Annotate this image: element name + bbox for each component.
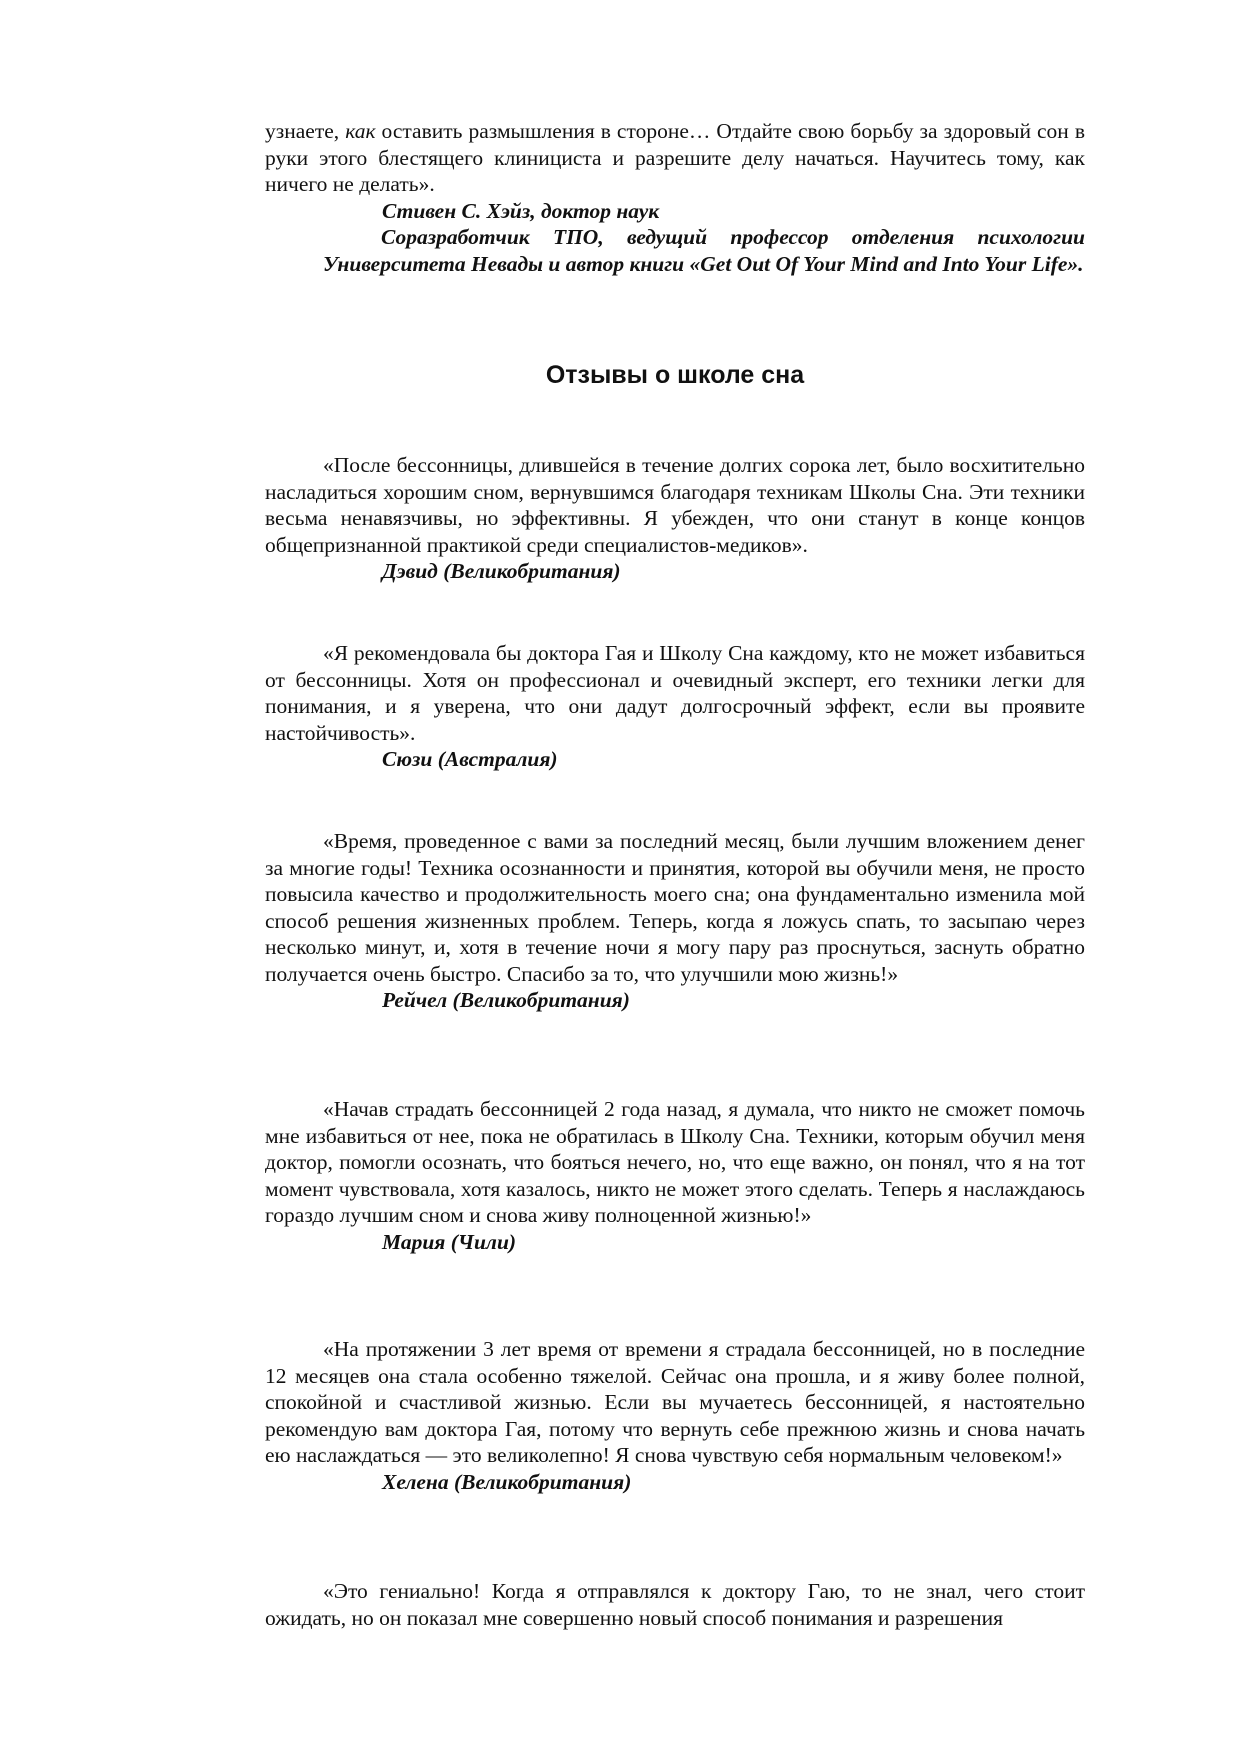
intro-quote-emphasis: как [345, 119, 376, 143]
intro-quote-block [265, 118, 1085, 277]
intro-quote-text [265, 118, 1085, 198]
testimonial-text: «Время, проведенное с вами за последний месяц, были лучшим вложением денег за многие годы! Техника осознанности и принятия, которой вы обучили меня, не просто повысила качество и продолжительность моего сна; она фундаментально изменила мой способ решения жизненных проблем. Теперь, когда я ложусь спать, то засыпаю через несколько минут, и, хотя в течение ночи я могу пару раз проснуться, заснуть обратно получается очень быстро. Спасибо за то, что улучшили мою жизнь!» [265, 829, 1085, 986]
testimonial-4 [265, 1096, 1085, 1255]
testimonial-author: Сюзи (Австралия) [382, 747, 558, 771]
testimonial-text: «Начав страдать бессонницей 2 года назад, я думала, что никто не сможет помочь мне избавиться от нее, пока не обратилась в Школу Сна. Техники, которым обучил меня доктор, помогли осознать, что бояться нечего, но, что еще важно, он понял, что я на тот момент чувствовала, хотя казалось, никто не может этого сделать. Теперь я наслаждаюсь гораздо лучшим сном и снова живу полноценной жизнью!» [265, 1097, 1085, 1227]
testimonial-author: Мария (Чили) [382, 1229, 517, 1254]
intro-author: Стивен С. Хэйз, доктор наук [382, 198, 660, 223]
testimonial-3 [265, 828, 1085, 1014]
testimonial-2 [265, 640, 1085, 773]
testimonial-text: «После бессонницы, длившейся в течение долгих сорока лет, было восхитительно насладиться хорошим сном, вернувшимся благодаря техникам Школы Сна. Эти техники весьма ненавязчивы, но эффективны. Я убежден, что они станут в конце концов общепризнанной практикой среди специалистов-медиков». [265, 453, 1085, 557]
intro-credentials: Соразработчик ТПО, ведущий профессор отделения психологии Университета Невады и автор книги «Get Out Of Your Mind and Into Your Life». [323, 225, 1085, 276]
testimonial-5 [265, 1336, 1085, 1495]
testimonial-author: Дэвид (Великобритания) [382, 559, 621, 583]
testimonial-6 [265, 1578, 1085, 1631]
section-title: Отзывы о школе сна [545, 361, 805, 389]
intro-quote-rest: оставить размышления в стороне… Отдайте свою борьбу за здоровый сон в руки этого блестящего клинициста и разрешите делу начаться. Научитесь тому, как ничего не делать». [265, 119, 1085, 196]
testimonial-text: «Это гениально! Когда я отправлялся к доктору Гаю, то не знал, чего стоит ожидать, но он показал мне совершенно новый способ понимания и разрешения [265, 1579, 1085, 1630]
testimonial-text: «На протяжении 3 лет время от времени я страдала бессонницей, но в последние 12 месяцев она стала особенно тяжелой. Сейчас она прошла, и я живу более полной, спокойной и счастливой жизнью. Если вы мучаетесь бессонницей, я настоятельно рекомендую вам доктора Гая, потому что вернуть себе прежнюю жизнь и снова начать ею наслаждаться — это великолепно! Я снова чувствую себя нормальным человеком!» [265, 1337, 1085, 1467]
intro-quote-prefix: узнаете, [265, 119, 346, 143]
testimonial-author: Рейчел (Великобритания) [382, 988, 630, 1012]
testimonial-author: Хелена (Великобритания) [382, 1469, 632, 1494]
testimonial-text: «Я рекомендовала бы доктора Гая и Школу Сна каждому, кто не может избавиться от бессонницы. Хотя он профессионал и очевидный эксперт, его техники легки для понимания, и я уверена, что они дадут долгосрочный эффект, если вы проявите настойчивость». [265, 641, 1085, 745]
testimonial-1 [265, 452, 1085, 585]
